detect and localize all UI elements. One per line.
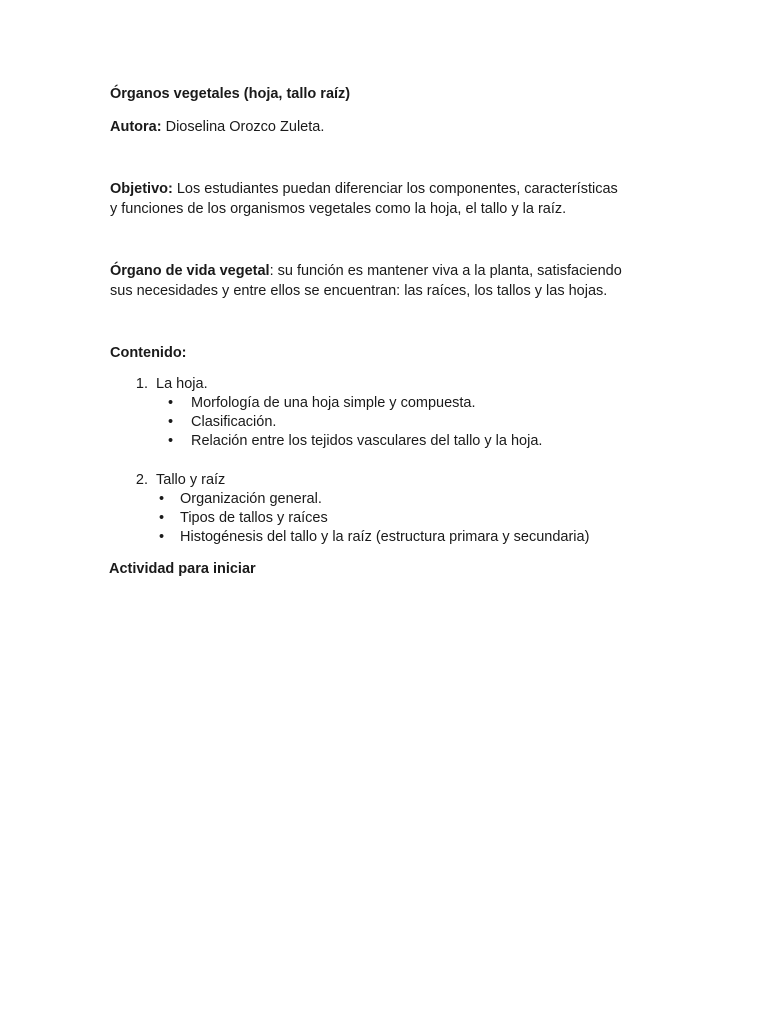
organ-paragraph: Órgano de vida vegetal: su función es mantener viva a la planta, satisfaciendo sus necesidades y entre ellos se encuentran: las raíces, los tallos y las hojas. xyxy=(110,263,622,299)
bullet-icon: • xyxy=(168,395,174,411)
list-item-title: La hoja. xyxy=(156,376,208,392)
author-line xyxy=(110,118,670,138)
organ-label: Órgano de vida vegetal xyxy=(110,263,270,279)
activity-heading: Actividad para iniciar xyxy=(109,561,256,577)
list-bullet-text: Organización general. xyxy=(180,491,322,507)
list-number: 2. xyxy=(135,472,148,488)
bullet-icon: • xyxy=(168,414,174,430)
list-bullet-text: Morfología de una hoja simple y compuesta. xyxy=(191,395,476,411)
list-item-title: Tallo y raíz xyxy=(156,472,226,488)
objective-label: Objetivo: xyxy=(110,181,173,197)
bullet-icon: • xyxy=(168,433,174,449)
list-bullet-text: Relación entre los tejidos vasculares del tallo y la hoja. xyxy=(191,433,543,449)
list-bullet-text: Tipos de tallos y raíces xyxy=(180,510,328,526)
list-number: 1. xyxy=(135,376,148,392)
bullet-icon: • xyxy=(159,529,165,545)
list-bullet-text: Clasificación. xyxy=(191,414,277,430)
author-name: Dioselina Orozco Zuleta. xyxy=(161,119,325,135)
list-bullet-text: Histogénesis del tallo y la raíz (estructura primara y secundaria) xyxy=(180,529,590,545)
document-title: Órganos vegetales (hoja, tallo raíz) xyxy=(110,86,351,102)
objective-paragraph: Objetivo: Los estudiantes puedan diferenciar los componentes, características y funciones de los organismos vegetales como la hoja, el tallo y la raíz. xyxy=(110,181,618,217)
bullet-icon: • xyxy=(159,491,165,507)
author-label: Autora: xyxy=(110,119,162,135)
bullet-icon: • xyxy=(159,510,165,526)
content-heading: Contenido: xyxy=(110,345,187,361)
